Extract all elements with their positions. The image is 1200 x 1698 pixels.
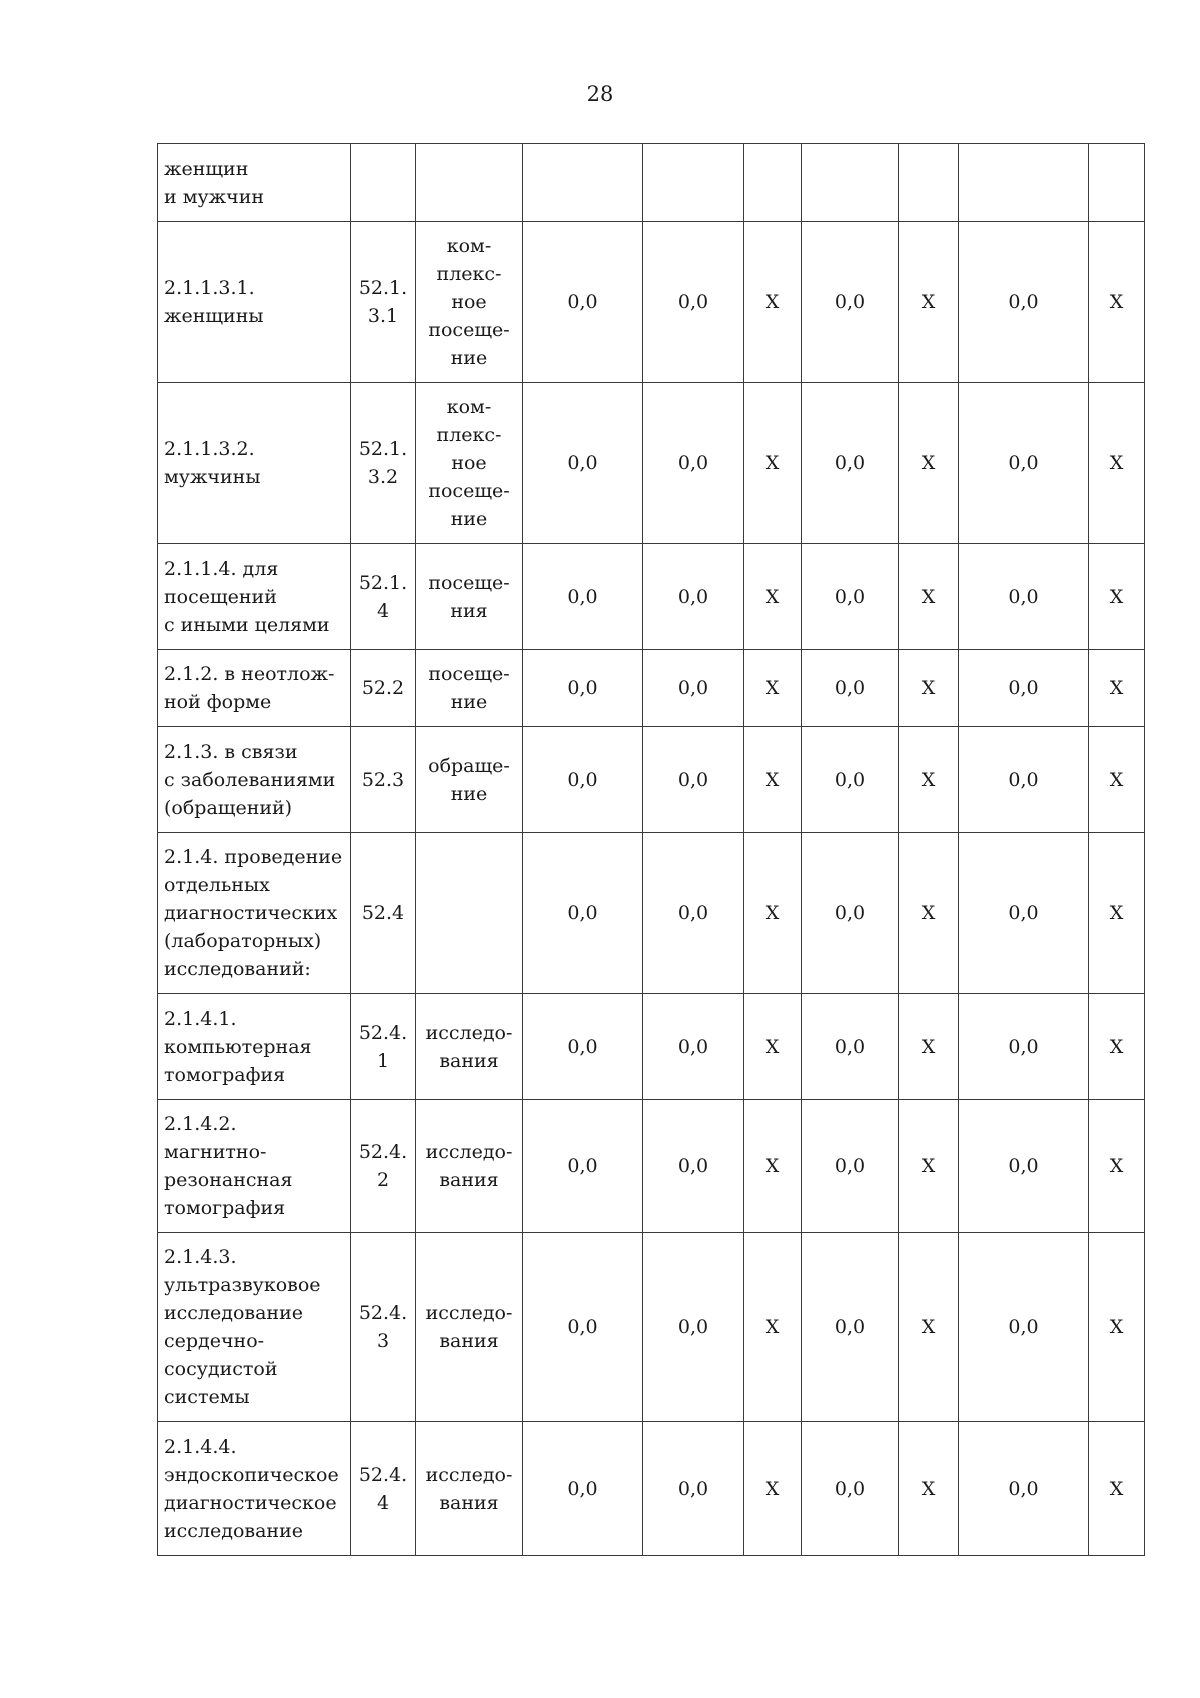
- row-name: 2.1.1.4. для посещений с иными целями: [158, 544, 351, 650]
- value-cell: 0,0: [643, 1233, 744, 1422]
- row-code: 52.2: [351, 650, 416, 727]
- value-cell: 0,0: [643, 383, 744, 544]
- value-cell: Х: [744, 727, 802, 833]
- value-cell: 0,0: [523, 544, 643, 650]
- value-cell: 0,0: [959, 383, 1089, 544]
- value-cell: 0,0: [523, 222, 643, 383]
- row-name: 2.1.1.3.2. мужчины: [158, 383, 351, 544]
- table-row: [158, 994, 1145, 1100]
- value-cell: Х: [744, 383, 802, 544]
- value-cell: Х: [744, 833, 802, 994]
- row-name: 2.1.4.3. ультразвуковое исследование сердечно- сосудистой системы: [158, 1233, 351, 1422]
- row-name: 2.1.4.1. компьютерная томография: [158, 994, 351, 1100]
- value-cell: 0,0: [643, 222, 744, 383]
- value-cell: 0,0: [802, 544, 899, 650]
- value-cell: 0,0: [643, 1422, 744, 1556]
- table-row: [158, 544, 1145, 650]
- value-cell: [1089, 144, 1145, 222]
- row-code: 52.1. 3.2: [351, 383, 416, 544]
- value-cell: 0,0: [802, 1100, 899, 1233]
- value-cell: Х: [1089, 1100, 1145, 1233]
- value-cell: [643, 144, 744, 222]
- table-row: [158, 833, 1145, 994]
- value-cell: 0,0: [959, 222, 1089, 383]
- row-unit: посеще- ние: [416, 650, 523, 727]
- value-cell: 0,0: [643, 833, 744, 994]
- row-code: 52.4: [351, 833, 416, 994]
- value-cell: 0,0: [643, 650, 744, 727]
- value-cell: Х: [744, 222, 802, 383]
- value-cell: Х: [744, 650, 802, 727]
- value-cell: [802, 144, 899, 222]
- value-cell: Х: [1089, 1422, 1145, 1556]
- value-cell: Х: [1089, 383, 1145, 544]
- value-cell: 0,0: [959, 994, 1089, 1100]
- value-cell: Х: [1089, 1233, 1145, 1422]
- row-code: 52.4. 4: [351, 1422, 416, 1556]
- value-cell: Х: [1089, 833, 1145, 994]
- value-cell: Х: [899, 994, 959, 1100]
- table-row: [158, 222, 1145, 383]
- row-unit: ком- плекс- ное посеще- ние: [416, 222, 523, 383]
- row-unit: обраще- ние: [416, 727, 523, 833]
- table-row: [158, 144, 1145, 222]
- value-cell: Х: [744, 544, 802, 650]
- value-cell: [523, 144, 643, 222]
- row-code: [351, 144, 416, 222]
- value-cell: Х: [899, 833, 959, 994]
- value-cell: 0,0: [643, 544, 744, 650]
- value-cell: Х: [1089, 994, 1145, 1100]
- value-cell: Х: [899, 383, 959, 544]
- table-row: [158, 1422, 1145, 1556]
- value-cell: Х: [744, 1233, 802, 1422]
- value-cell: 0,0: [802, 1233, 899, 1422]
- value-cell: 0,0: [523, 1100, 643, 1233]
- table-row: [158, 1233, 1145, 1422]
- value-cell: 0,0: [523, 727, 643, 833]
- value-cell: [744, 144, 802, 222]
- value-cell: Х: [899, 1233, 959, 1422]
- table-row: [158, 650, 1145, 727]
- value-cell: Х: [899, 544, 959, 650]
- row-unit: исследо- вания: [416, 994, 523, 1100]
- value-cell: 0,0: [802, 222, 899, 383]
- value-cell: [959, 144, 1089, 222]
- value-cell: Х: [899, 1100, 959, 1233]
- row-unit: исследо- вания: [416, 1422, 523, 1556]
- row-name: 2.1.4.4. эндоскопическое диагностическое исследование: [158, 1422, 351, 1556]
- value-cell: Х: [899, 650, 959, 727]
- value-cell: 0,0: [523, 994, 643, 1100]
- value-cell: 0,0: [523, 833, 643, 994]
- value-cell: 0,0: [802, 1422, 899, 1556]
- value-cell: 0,0: [959, 1100, 1089, 1233]
- row-unit: [416, 144, 523, 222]
- value-cell: 0,0: [959, 727, 1089, 833]
- row-unit: исследо- вания: [416, 1100, 523, 1233]
- value-cell: Х: [899, 727, 959, 833]
- value-cell: Х: [1089, 650, 1145, 727]
- value-cell: 0,0: [523, 383, 643, 544]
- value-cell: Х: [1089, 544, 1145, 650]
- value-cell: 0,0: [802, 994, 899, 1100]
- value-cell: Х: [744, 1100, 802, 1233]
- row-unit: посеще- ния: [416, 544, 523, 650]
- value-cell: 0,0: [959, 650, 1089, 727]
- value-cell: 0,0: [523, 1233, 643, 1422]
- row-code: 52.4. 2: [351, 1100, 416, 1233]
- value-cell: 0,0: [959, 544, 1089, 650]
- row-code: 52.4. 1: [351, 994, 416, 1100]
- value-cell: 0,0: [802, 650, 899, 727]
- value-cell: Х: [744, 1422, 802, 1556]
- value-cell: 0,0: [802, 727, 899, 833]
- value-cell: 0,0: [802, 383, 899, 544]
- row-unit: ком- плекс- ное посеще- ние: [416, 383, 523, 544]
- value-cell: 0,0: [959, 1422, 1089, 1556]
- value-cell: Х: [899, 222, 959, 383]
- value-cell: 0,0: [643, 1100, 744, 1233]
- row-code: 52.4. 3: [351, 1233, 416, 1422]
- value-cell: [899, 144, 959, 222]
- value-cell: Х: [899, 1422, 959, 1556]
- row-name: 2.1.3. в связи с заболеваниями (обращений): [158, 727, 351, 833]
- row-name: женщин и мужчин: [158, 144, 351, 222]
- table-row: [158, 727, 1145, 833]
- value-cell: 0,0: [959, 833, 1089, 994]
- table-row: [158, 1100, 1145, 1233]
- value-cell: Х: [1089, 222, 1145, 383]
- row-code: 52.1. 4: [351, 544, 416, 650]
- row-code: 52.3: [351, 727, 416, 833]
- row-code: 52.1. 3.1: [351, 222, 416, 383]
- value-cell: 0,0: [802, 833, 899, 994]
- row-name: 2.1.2. в неотлож- ной форме: [158, 650, 351, 727]
- data-table: [157, 143, 1145, 1556]
- row-name: 2.1.4. проведение отдельных диагностических (лабораторных) исследований:: [158, 833, 351, 994]
- value-cell: 0,0: [523, 1422, 643, 1556]
- row-unit: исследо- вания: [416, 1233, 523, 1422]
- page-number: 28: [586, 82, 614, 106]
- value-cell: Х: [1089, 727, 1145, 833]
- row-unit: [416, 833, 523, 994]
- value-cell: 0,0: [959, 1233, 1089, 1422]
- row-name: 2.1.4.2. магнитно- резонансная томография: [158, 1100, 351, 1233]
- table-row: [158, 383, 1145, 544]
- value-cell: 0,0: [643, 727, 744, 833]
- value-cell: 0,0: [523, 650, 643, 727]
- row-name: 2.1.1.3.1. женщины: [158, 222, 351, 383]
- value-cell: 0,0: [643, 994, 744, 1100]
- value-cell: Х: [744, 994, 802, 1100]
